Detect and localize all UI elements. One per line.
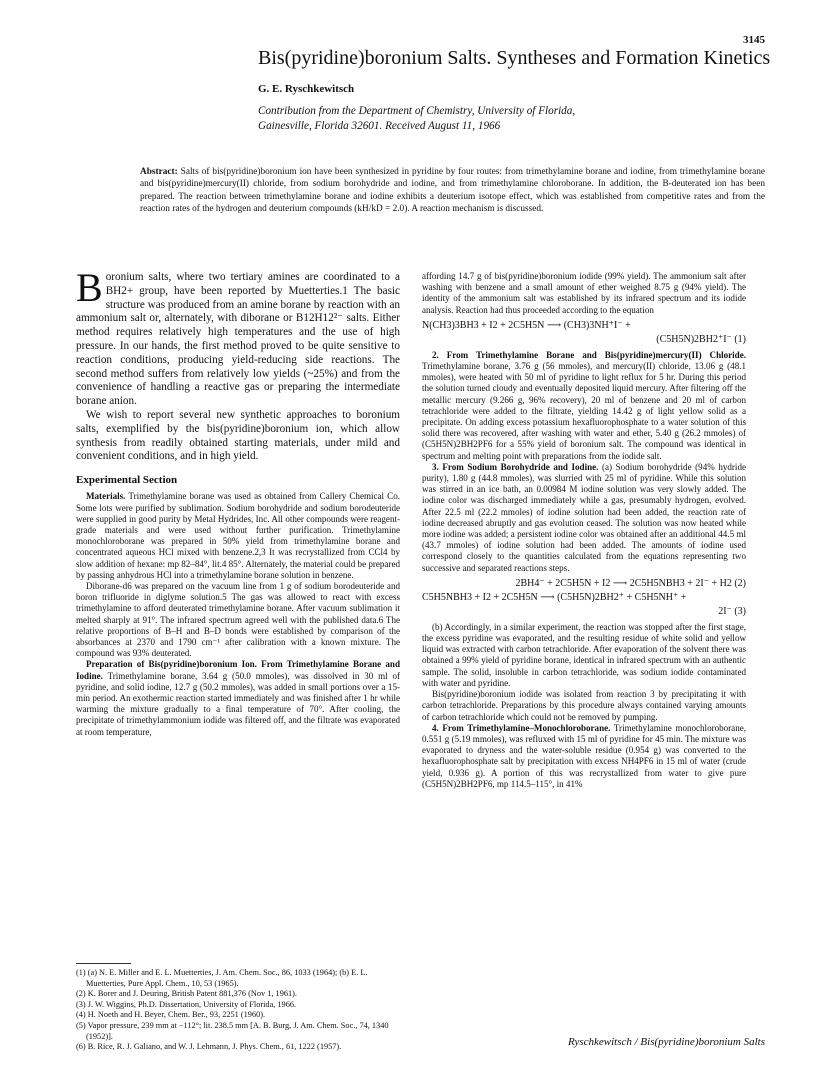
- footnote-divider: [76, 963, 131, 964]
- preparation-paragraph: [76, 659, 400, 737]
- materials-text: Trimethylamine borane was used as obtained from Callery Chemical Co. Some lots were purified by sublimation. Sodium borohydride and sodium borodeuteride were supplied in good purity by Metal Hydrides, Inc. All other compounds were reagent-grade materials and were used without further purification. Trimethylamine monochloroborane was prepared in 50% yield from trimethylamine borane and concentrated aqueous HCl mixed with benzene.2,3 It was recrystallized from CCl4 by slow addition of hexane: mp 82–84°, lit.4 85°. Alternately, the material could be prepared by passing anhydrous HCl into a trimethylamine borane solution in benzene.: [76, 491, 400, 580]
- method-2-paragraph: [422, 350, 746, 462]
- footnotes: [76, 968, 400, 1053]
- footnote-5: (5) Vapor pressure, 239 mm at −112°; lit. 238.5 mm [A. B. Burg, J. Am. Chem. Soc., 74, 1340 (1952)].: [76, 1020, 389, 1041]
- method-3-text: (a) Sodium borohydride (94% hydride purity), 1.80 g (44.8 mmoles), was slurried with 25 ml of pyridine. While this solution was stirred in an ice bath, an 0.00984 M iodine solution was very slowly added. The iodine color was discharged immediately while a gas, presumably hydrogen, evolved. After 22.5 ml (22.2 mmoles) of iodine solution had been added, the reaction rate of iodine decreased abruptly and gas evolution ceased. The solution was now heated while more iodine was added; a persistent iodine color was obtained after an additional 44.5 ml (43.7 mmoles) of iodine solution had been added. The amounts of iodine used correspond closely to the quantities calculated from the equations representing two successive and separated reactions steps.: [422, 461, 746, 573]
- footnote-4: (4) H. Noeth and H. Beyer, Chem. Ber., 93, 2251 (1960).: [76, 1010, 266, 1020]
- materials-label: Materials.: [86, 491, 126, 502]
- abstract: [140, 166, 765, 216]
- drop-cap: B: [76, 265, 103, 310]
- method-3b-paragraph: (b) Accordingly, in a similar experiment, the reaction was stopped after the first stage, the excess pyridine was evaporated, and the resulting residue of white solid and yellow liquid was extracted with carbon tetrachloride. After evaporation of the solvent there was obtained a 99% yield of pyridine borane, identical in infrared spectrum with an authentic sample. The solid, insoluble in carbon tetrachloride, was sodium iodide contaminated with water and pyridine.: [422, 621, 746, 688]
- abstract-text: Salts of bis(pyridine)boronium ion have been synthesized in pyridine by four routes: from trimethylamine borane and iodine, from trimethylamine borane and bis(pyridine)mercury(II) chloride, from sodium borohydride and iodine, and from trimethylamine chloroborane. In addition, the B-deuterated ion has been prepared. The reaction between trimethylamine borane and iodine exhibits a deuterium isotope effect, which was established from competitive rates and from the reaction rates of the hydrogen and deuterium compounds (kH/kD = 2.0). A reaction mechanism is discussed.: [140, 167, 765, 215]
- method-2-label: 2. From Trimethylamine Borane and Bis(pyridine)mercury(II) Chloride.: [432, 349, 746, 360]
- equation-1-line-2: (C5H5N)2BH2⁺I⁻ (1): [656, 333, 746, 345]
- method-3-paragraph: [422, 462, 746, 574]
- intro-paragraph-2: We wish to report several new synthetic approaches to boronium salts, exemplified by the bis(pyridine)boronium ion, which allow synthesis from readily obtained starting materials, under mild and convenient conditions, and in high yield.: [76, 408, 400, 463]
- intro-paragraph-1: [76, 265, 400, 409]
- equation-2: 2BH4⁻ + 2C5H5N + I2 ⟶ 2C5H5NBH3 + 2I⁻ + H2 (2): [515, 577, 746, 589]
- intro-paragraph-1-text: oronium salts, where two tertiary amines are coordinated to a BH2+ group, have been reported by Muetterties.1 The basic structure was produced from an amine borane by reaction with an ammonium salt or, alternately, with diborane or B12H12²⁻ salts. Either method requires relatively high temperatures and the use of high pressure. In our hands, the first method proved to be quite sensitive to reaction conditions, producing yield-reducing side reactions. The second method suffers from relatively low yields (~25%) and from the convenience of handling a reactive gas or preparing the intermediate borane anion.: [76, 271, 400, 408]
- equation-1-line-1: N(CH3)3BH3 + I2 + 2C5H5N ⟶ (CH3)3NH⁺I⁻ +: [422, 319, 631, 331]
- page-number: 3145: [743, 34, 765, 46]
- materials-paragraph: [76, 491, 400, 581]
- diborane-paragraph: Diborane-d6 was prepared on the vacuum line from 1 g of sodium borodeuteride and boron trifluoride in diglyme solution.5 The gas was allowed to react with excess trimethylamine to afford deuterated trimethylamine borane. After vacuum sublimation it melted sharply at 91°. The infrared spectrum agreed well with the published data.6 The relative proportions of B–H and B–D bonds were established by comparison of the absorbances at 2370 and 1790 cm⁻¹ after calibration with a known mixture. The compound was 93% deuterated.: [76, 580, 400, 659]
- method-3-label: 3. From Sodium Borohydride and Iodine.: [432, 461, 599, 472]
- affiliation-line-1: Contribution from the Department of Chemistry, University of Florida,: [258, 105, 576, 117]
- affiliation-line-2: Gainesville, Florida 32601. Received August 11, 1966: [258, 120, 501, 132]
- preparation-text: Trimethylamine borane, 3.64 g (50.0 mmoles), was dissolved in 30 ml of pyridine, and solid iodine, 12.7 g (50.2 mmoles), was added in small portions over a 15-min period. An exothermic reaction started immediately and was finished after 1 hr while warming the mixture gradually to a final temperature of 70°. After cooling, the precipitate of trimethylammonium iodide was filtered off, and the filtrate was evaporated at room temperature,: [76, 670, 400, 737]
- method-4-paragraph: [422, 723, 746, 790]
- equation-1: [422, 319, 746, 347]
- method-4-text: Trimethylamine monochloroborane, 0.551 g (5.19 mmoles), was refluxed with 15 ml of pyridine for 45 min. The mixture was evaporated to dryness and the water-soluble residue (0.954 g) was converted to the hexafluorophosphate salt by precipitation with excess NH4PF6 in 15 ml of water (crude yield, 0.936 g). A portion of this was recrystallized from water to give pure (C5H5N)2BH2PF6, mp 114.5–115°, in 41%: [422, 722, 746, 789]
- footnote-1: (1) (a) N. E. Miller and E. L. Muetterties, J. Am. Chem. Soc., 86, 1033 (1964); (b) E. L. Muetterties, Pure Appl. Chem., 10, 53 (1965).: [76, 968, 368, 988]
- left-column: [76, 265, 400, 738]
- equation-3-line-2: 2I⁻ (3): [718, 605, 746, 617]
- right-column: [422, 271, 746, 790]
- method-3c-paragraph: Bis(pyridine)boronium iodide was isolated from reaction 3 by precipitating it with carbon tetrachloride. Preparations by this procedure always contained varying amounts of carbon tetrachloride which could not be removed by pumping.: [422, 689, 746, 722]
- method-2-text: Trimethylamine borane, 3.76 g (56 mmoles), and mercury(II) chloride, 13.06 g (48.1 mmoles), were heated with 50 ml of pyridine to light reflux for 5 hr. During this period the solution turned cloudy and eventually deposited liquid mercury. After filtering off the metallic mercury (9.266 g, 96% recovery), 20 ml of benzene and 20 ml of carbon tetrachloride were added to the filtrate, yielding 14.42 g of light yellow solid as a precipitate. On adding excess potassium hexafluorophosphate to a water solution of this solid there was recovered, after washing with water and ether, 5.40 g (26.2 mmoles) of (C5H5N)2BH2PF6 for a 55% yield of boronium salt. The compound was identical in spectrum and melting point with preparations from the iodide salt.: [422, 361, 746, 461]
- yield-paragraph: affording 14.7 g of bis(pyridine)boronium iodide (99% yield). The ammonium salt after washing with benzene and a small amount of ether weighed 8.75 g (94% yield). The identity of the ammonium salt was established by its infrared spectrum and its iodide analysis. Reaction had thus proceeded according to the equation: [422, 271, 746, 315]
- article-title: Bis(pyridine)boronium Salts. Syntheses and Formation Kinetics: [258, 47, 771, 69]
- abstract-label: Abstract:: [140, 167, 178, 177]
- running-footer: Ryschkewitsch / Bis(pyridine)boronium Salts: [567, 1036, 765, 1048]
- affiliation: [258, 104, 778, 134]
- section-heading-experimental: Experimental Section: [76, 474, 178, 487]
- preparation-label: Preparation of Bis(pyridine)boronium Ion. From Trimethylamine Borane and Iodine.: [76, 659, 400, 681]
- footnote-2: (2) K. Borer and J. Deuring, British Patent 881,376 (Nov 1, 1961).: [76, 989, 297, 999]
- method-4-label: 4. From Trimethylamine–Monochloroborane.: [432, 722, 611, 733]
- equations-2-3: [422, 577, 746, 619]
- footnote-3: (3) J. W. Wiggins, Ph.D. Dissertation, University of Florida, 1966.: [76, 999, 297, 1009]
- equation-3-line-1: C5H5NBH3 + I2 + 2C5H5N ⟶ (C5H5N)2BH2⁺ + C5H5NH⁺ +: [422, 591, 687, 603]
- author: G. E. Ryschkewitsch: [258, 83, 355, 95]
- footnote-6: (6) B. Rice, R. J. Galiano, and W. J. Lehmann, J. Phys. Chem., 61, 1222 (1957).: [76, 1042, 342, 1052]
